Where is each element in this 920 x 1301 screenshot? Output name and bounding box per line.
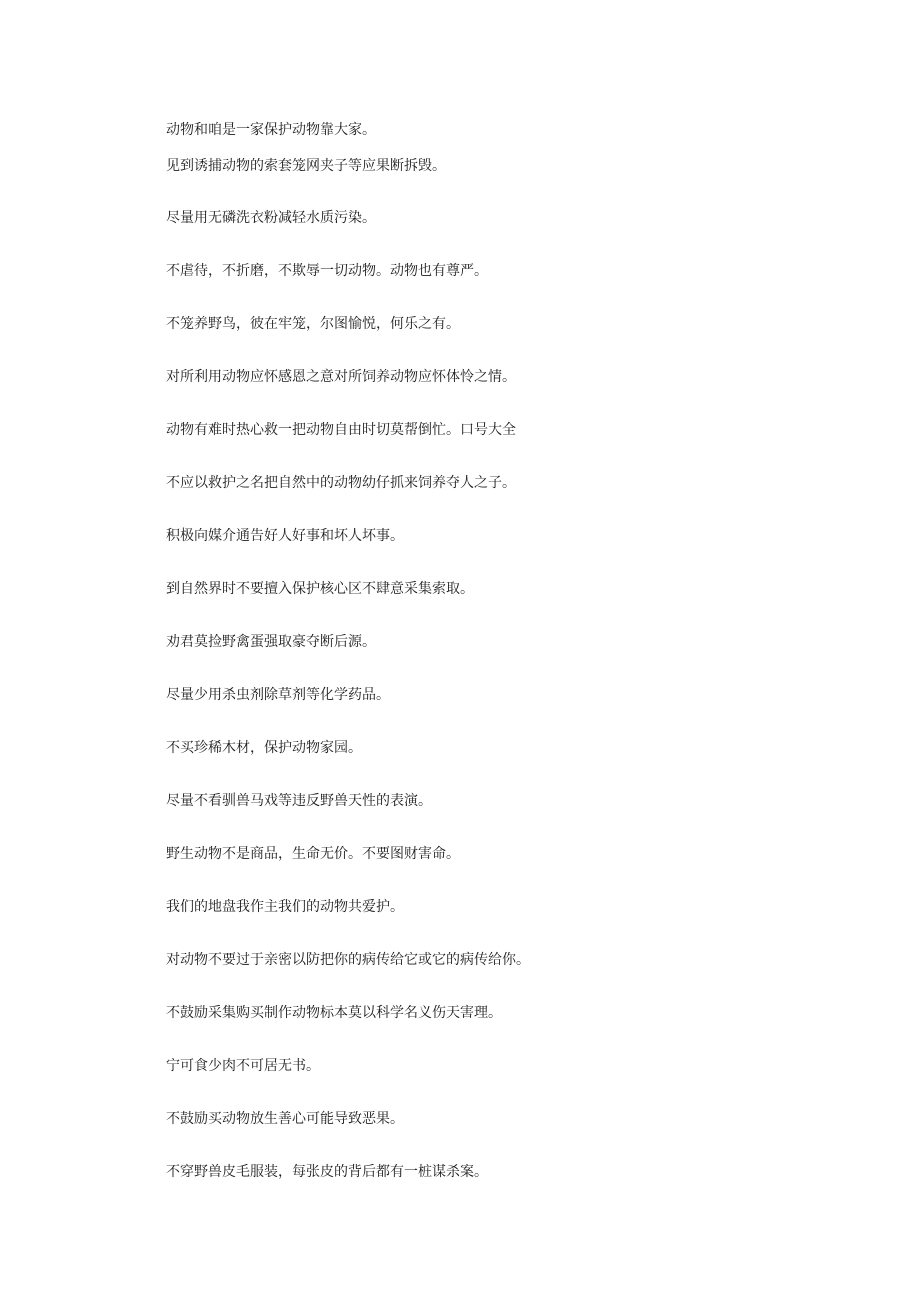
text-line: 对所利用动物应怀感恩之意对所饲养动物应怀体怜之情。 xyxy=(166,369,516,385)
text-line: 不鼓励采集购买制作动物标本莫以科学名义伤天害理。 xyxy=(166,1005,502,1021)
text-line: 不买珍稀木材，保护动物家园。 xyxy=(166,740,362,756)
text-line: 我们的地盘我作主我们的动物共爱护。 xyxy=(166,899,404,915)
text-line: 野生动物不是商品，生命无价。不要图财害命。 xyxy=(166,846,460,862)
text-line: 见到诱捕动物的索套笼网夹子等应果断拆毁。 xyxy=(166,158,446,174)
text-line: 宁可食少肉不可居无书。 xyxy=(166,1058,320,1074)
text-line: 尽量用无磷洗衣粉减轻水质污染。 xyxy=(166,210,376,226)
text-line: 劝君莫捡野禽蛋强取豪夺断后源。 xyxy=(166,634,376,650)
text-line: 尽量少用杀虫剂除草剂等化学药品。 xyxy=(166,687,390,703)
text-line: 动物有难时热心救一把动物自由时切莫帮倒忙。口号大全 xyxy=(166,422,516,438)
text-line: 对动物不要过于亲密以防把你的病传给它或它的病传给你。 xyxy=(166,952,530,968)
text-line: 到自然界时不要擅入保护核心区不肆意采集索取。 xyxy=(166,581,474,597)
text-line: 尽量不看驯兽马戏等违反野兽天性的表演。 xyxy=(166,793,432,809)
text-line: 不穿野兽皮毛服装，每张皮的背后都有一桩谋杀案。 xyxy=(166,1164,488,1180)
text-line: 积极向媒介通告好人好事和坏人坏事。 xyxy=(166,528,404,544)
text-line: 动物和咱是一家保护动物靠大家。 xyxy=(166,122,376,138)
text-line: 不鼓励买动物放生善心可能导致恶果。 xyxy=(166,1111,404,1127)
text-line: 不笼养野鸟，彼在牢笼，尔图愉悦，何乐之有。 xyxy=(166,316,460,332)
text-line: 不应以救护之名把自然中的动物幼仔抓来饲养夺人之子。 xyxy=(166,475,516,491)
text-line: 不虐待，不折磨，不欺辱一切动物。动物也有尊严。 xyxy=(166,263,488,279)
